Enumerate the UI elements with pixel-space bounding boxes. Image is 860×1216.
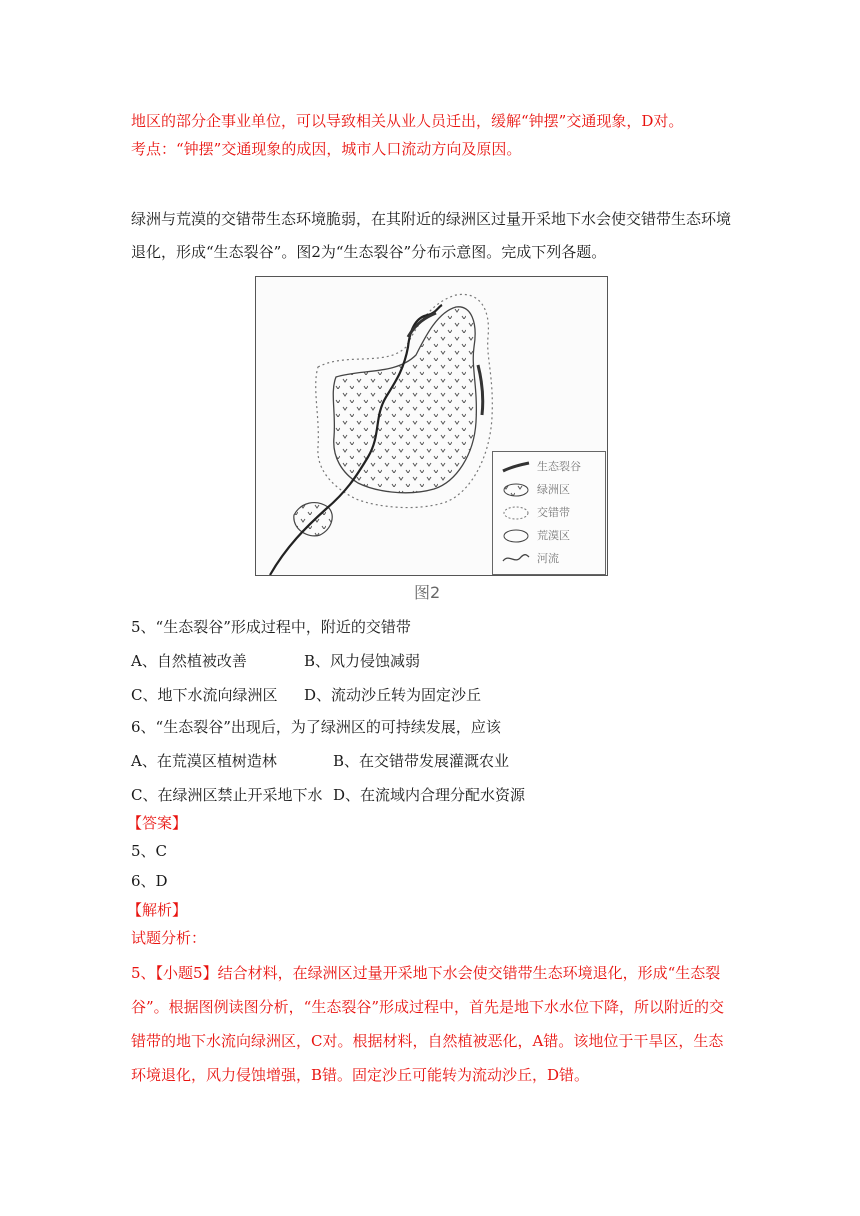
intro-line-1: 绿洲与荒漠的交错带生态环境脆弱，在其附近的绿洲区过量开采地下水会使交错带生态环境 [131,210,732,228]
legend-river: 河流 [493,548,605,570]
q6-option-b: B、在交错带发展灌溉农业 [333,752,510,770]
legend-ecological-rift: 生态裂谷 [493,456,605,478]
q5-option-d: D、流动沙丘转为固定沙丘 [304,686,482,704]
question-5-stem: 5、“生态裂谷”形成过程中，附近的交错带 [131,618,411,636]
oasis-area [333,307,476,493]
legend-oasis: 绿洲区 [493,479,605,501]
q5-option-c: C、地下水流向绿洲区 [131,686,278,704]
legend-desert: 荒漠区 [493,525,605,547]
figure-caption: 图2 [414,583,441,602]
analysis-line-3: 错带的地下水流向绿洲区，C对。根据材料，自然植被恶化，A错。该地位于干旱区，生态 [131,1032,724,1050]
q5-option-b: B、风力侵蚀减弱 [304,652,421,670]
analysis-line-4: 环境退化，风力侵蚀增强，B错。固定沙丘可能转为流动沙丘，D错。 [131,1066,590,1084]
ecological-rift-map [255,276,608,576]
intro-line-2: 退化，形成“生态裂谷”。图2为“生态裂谷”分布示意图。完成下列各题。 [131,243,607,261]
q6-option-a: A、在荒漠区植树造林 [131,752,277,770]
header-line-2: 考点：“钟摆”交通现象的成因，城市人口流动方向及原因。 [131,140,522,158]
question-6-stem: 6、“生态裂谷”出现后，为了绿洲区的可持续发展，应该 [131,718,501,736]
map-legend [492,451,606,575]
q6-option-c: C、在绿洲区禁止开采地下水 [131,786,323,804]
ecological-rift-east [478,365,483,415]
legend-transition-belt: 交错带 [493,502,605,524]
answer-5: 5、C [131,842,168,860]
analysis-heading: 【解析】 [127,901,188,919]
answer-6: 6、D [131,872,168,890]
analysis-intro: 试题分析： [131,929,207,947]
q5-option-a: A、自然植被改善 [131,652,247,670]
analysis-line-1: 5、【小题5】结合材料，在绿洲区过量开采地下水会使交错带生态环境退化，形成“生态裂 [131,964,721,982]
analysis-line-2: 谷”。根据图例读图分析，“生态裂谷”形成过程中，首先是地下水水位下降，所以附近的交 [131,998,725,1016]
q6-option-d: D、在流域内合理分配水资源 [333,786,526,804]
header-line-1: 地区的部分企事业单位，可以导致相关从业人员迁出，缓解“钟摆”交通现象，D对。 [131,112,684,130]
answer-heading: 【答案】 [127,814,188,832]
